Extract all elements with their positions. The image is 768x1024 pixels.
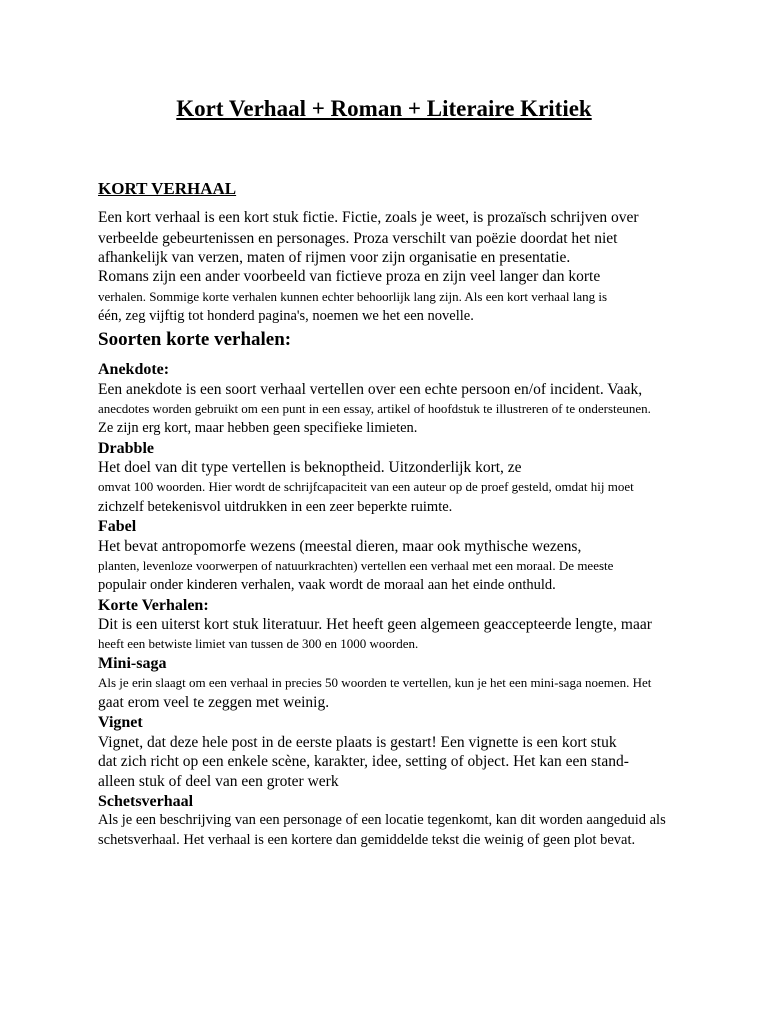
type-line: gaat erom veel te zeggen met weinig. [98,694,330,711]
type-name-schetsverhaal: Schetsverhaal [98,793,194,810]
intro-line: Een kort verhaal is een kort stuk fictie. Fictie, zoals je weet, is prozaïsch schrijven over [98,209,639,226]
type-name-anekdote: Anekdote: [98,361,170,378]
intro-line: Romans zijn een ander voorbeeld van fictieve proza en zijn veel langer dan korte [98,268,601,285]
intro-line: één, zeg vijftig tot honderd pagina's, noemen we het een novelle. [98,308,474,324]
type-line: zichzelf betekenisvol uitdrukken in een zeer beperkte ruimte. [98,499,453,515]
type-line: planten, levenloze voorwerpen of natuurkrachten) vertellen een verhaal met een moraal. De meeste [98,558,614,573]
type-line: alleen stuk of deel van een groter werk [98,773,339,790]
type-line: populair onder kinderen verhalen, vaak wordt de moraal aan het einde onthuld. [98,577,556,593]
type-name-mini-saga: Mini-saga [98,655,167,672]
section-heading: KORT VERHAAL [98,179,237,198]
type-line: Ze zijn erg kort, maar hebben geen specifieke limieten. [98,420,418,436]
types-heading: Soorten korte verhalen: [98,329,292,350]
intro-line: verhalen. Sommige korte verhalen kunnen echter behoorlijk lang zijn. Als een kort verhaal lang is [98,289,608,304]
type-line: omvat 100 woorden. Hier wordt de schrijfcapaciteit van een auteur op de proef gesteld, omdat hij moet [98,479,634,494]
type-line: Dit is een uiterst kort stuk literatuur. Het heeft geen algemeen geaccepteerde lengte, maar [98,616,652,633]
type-line: heeft een betwiste limiet van tussen de 300 en 1000 woorden. [98,636,419,651]
type-line: Als je een beschrijving van een personage of een locatie tegenkomt, kan dit worden aangeduid als [98,812,666,828]
type-line: schetsverhaal. Het verhaal is een kortere dan gemiddelde tekst die weinig of geen plot bevat. [98,832,636,848]
type-name-korte-verhalen: Korte Verhalen: [98,597,209,614]
type-name-drabble: Drabble [98,440,154,457]
type-line: Een anekdote is een soort verhaal vertellen over een echte persoon en/of incident. Vaak, [98,381,643,398]
intro-line: verbeelde gebeurtenissen en personages. Proza verschilt van poëzie doordat het niet [98,230,618,247]
type-line: anecdotes worden gebruikt om een punt in een essay, artikel of hoofdstuk te illustreren of te ondersteunen. [98,401,651,416]
type-name-vignet: Vignet [98,714,143,731]
page-title: Kort Verhaal + Roman + Literaire Kritiek [176,96,592,121]
type-line: Het bevat antropomorfe wezens (meestal dieren, maar ook mythische wezens, [98,538,582,555]
type-line: Het doel van dit type vertellen is beknoptheid. Uitzonderlijk kort, ze [98,459,522,476]
type-name-fabel: Fabel [98,518,137,535]
type-line: Vignet, dat deze hele post in de eerste plaats is gestart! Een vignette is een kort stuk [98,734,617,751]
type-line: dat zich richt op een enkele scène, karakter, idee, setting of object. Het kan een stand- [98,753,629,770]
type-line: Als je erin slaagt om een verhaal in precies 50 woorden te vertellen, kun je het een mini-saga noemen. Het [98,675,652,690]
intro-line: afhankelijk van verzen, maten of rijmen voor zijn organisatie en presentatie. [98,249,571,266]
